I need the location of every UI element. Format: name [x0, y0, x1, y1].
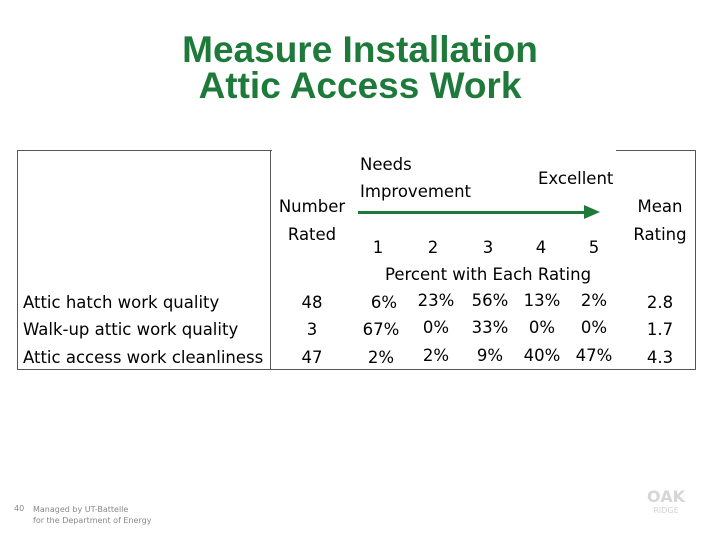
scale-3: 3 — [482, 238, 494, 257]
row-pct1-cleanliness: 2% — [367, 348, 395, 367]
table-top-border-right — [616, 150, 695, 151]
row-mean-cleanliness: 4.3 — [646, 348, 674, 367]
title-line-2: Attic Access Work — [198, 65, 522, 106]
header-mean: Mean — [637, 197, 683, 216]
header-rated: Rated — [287, 225, 337, 244]
logo-line-2: RIDGE — [653, 506, 679, 515]
scale-2: 2 — [427, 238, 439, 257]
page-number: 40 — [14, 504, 25, 513]
table-top-border-left — [17, 150, 272, 151]
row-pct5-attic-hatch: 2% — [580, 291, 608, 310]
oak-ridge-logo — [630, 488, 702, 528]
row-number-walk-up: 3 — [306, 320, 318, 339]
row-pct4-walk-up: 0% — [528, 318, 556, 337]
row-pct3-cleanliness: 9% — [476, 346, 504, 365]
percent-caption: Percent with Each Rating — [384, 265, 592, 284]
row-pct4-cleanliness: 40% — [523, 346, 561, 365]
row-pct1-walk-up: 67% — [362, 320, 400, 339]
row-pct5-cleanliness: 47% — [575, 346, 613, 365]
row-pct2-attic-hatch: 23% — [417, 291, 455, 310]
row-label-cleanliness: Attic access work cleanliness — [23, 348, 264, 367]
label-column-divider — [270, 150, 271, 370]
row-number-cleanliness: 47 — [301, 348, 323, 367]
footer-text — [33, 504, 151, 526]
rating-scale-arrow — [358, 211, 586, 214]
row-pct1-attic-hatch: 6% — [370, 293, 398, 312]
header-improvement: Improvement — [360, 182, 471, 201]
row-label-walk-up: Walk-up attic work quality — [23, 320, 239, 339]
row-pct3-attic-hatch: 56% — [471, 291, 509, 310]
scale-5: 5 — [588, 238, 600, 257]
right-arrow-icon — [584, 205, 600, 219]
row-mean-attic-hatch: 2.8 — [646, 293, 674, 312]
row-pct3-walk-up: 33% — [471, 318, 509, 337]
row-label-attic-hatch: Attic hatch work quality — [23, 293, 220, 312]
scale-1: 1 — [372, 238, 384, 257]
row-pct4-attic-hatch: 13% — [523, 291, 561, 310]
title-line-1: Measure Installation — [182, 29, 538, 70]
row-pct5-walk-up: 0% — [580, 318, 608, 337]
footer-line-1: Managed by UT-Battelle — [33, 505, 129, 514]
row-number-attic-hatch: 48 — [301, 293, 323, 312]
header-rating: Rating — [633, 225, 687, 244]
row-mean-walk-up: 1.7 — [646, 320, 674, 339]
scale-4: 4 — [535, 238, 547, 257]
header-excellent: Excellent — [538, 169, 614, 188]
header-number: Number — [278, 197, 346, 216]
row-pct2-cleanliness: 2% — [422, 346, 450, 365]
logo-line-1: OAK — [647, 487, 685, 506]
header-needs: Needs — [360, 155, 412, 174]
row-pct2-walk-up: 0% — [422, 318, 450, 337]
table-bottom-border — [17, 369, 696, 370]
slide-title — [0, 29, 720, 106]
footer-line-2: for the Department of Energy — [33, 516, 152, 525]
